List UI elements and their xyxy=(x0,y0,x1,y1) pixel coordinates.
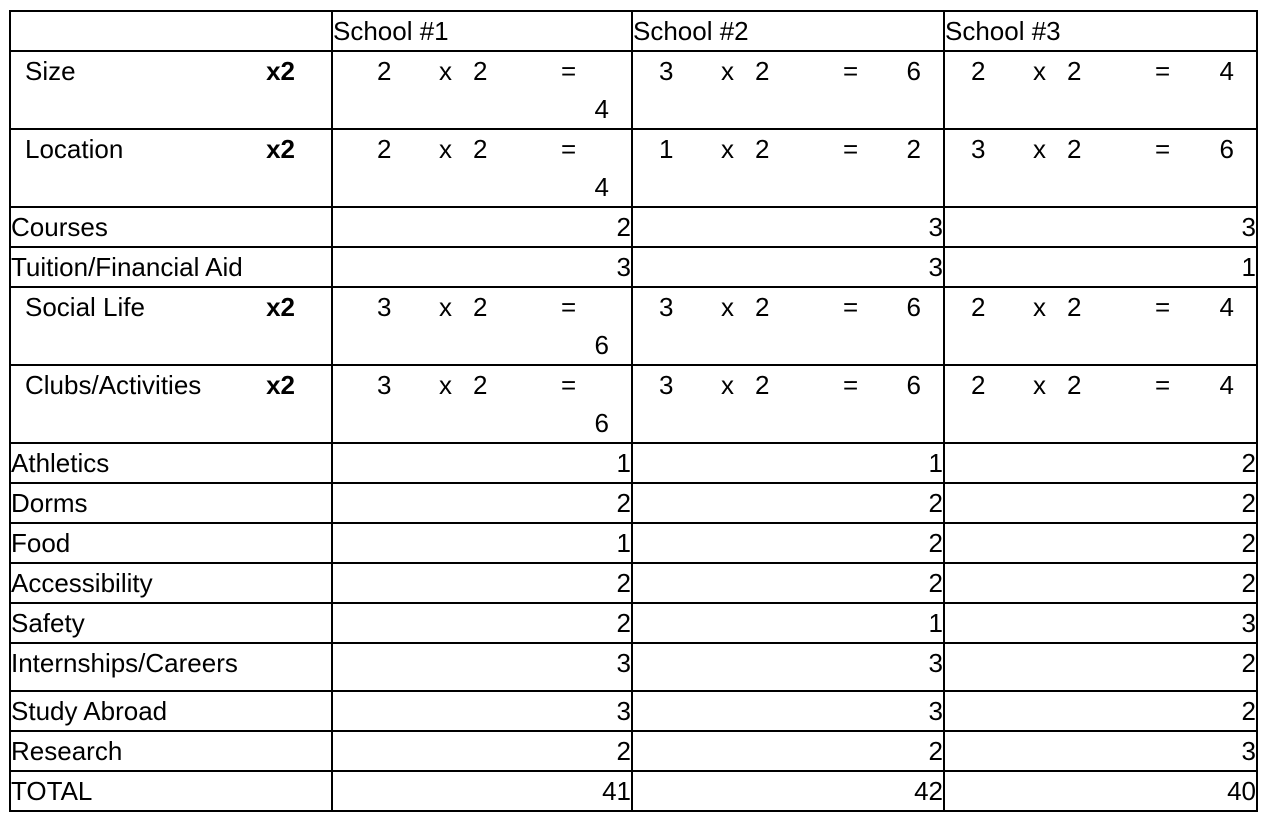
weighted-result: 6 xyxy=(594,408,609,438)
score-cell-school-2: 1 xyxy=(632,443,944,483)
weighted-result: 6 xyxy=(1219,134,1234,164)
score-cell-school-2: 1 xyxy=(632,603,944,643)
weight-value: 2 xyxy=(473,56,488,86)
equals-sign: = xyxy=(843,56,859,86)
criterion-label: Courses xyxy=(10,207,332,247)
score-cell-school-1: 2 xyxy=(332,603,632,643)
header-cell-criteria xyxy=(10,11,332,51)
score-calc xyxy=(333,288,631,364)
table-row-internships-careers xyxy=(10,643,1257,691)
times-sign: x xyxy=(439,292,452,322)
score-value: 2 xyxy=(971,292,986,322)
times-sign: x xyxy=(1033,292,1046,322)
weighted-result: 2 xyxy=(906,134,921,164)
weight-multiplier: x2 xyxy=(266,370,295,400)
criterion-cell xyxy=(10,51,332,129)
header-cell-school-1: School #1 xyxy=(332,11,632,51)
score-cell-school-1: 1 xyxy=(332,523,632,563)
weight-value: 2 xyxy=(473,292,488,322)
weight-value: 2 xyxy=(1067,134,1082,164)
weighted-result: 4 xyxy=(1219,292,1234,322)
score-calc xyxy=(633,288,943,364)
score-cell-school-3: 2 xyxy=(944,523,1257,563)
criterion-label: Athletics xyxy=(10,443,332,483)
score-calc-cell-school-3 xyxy=(944,51,1257,129)
score-value: 2 xyxy=(971,56,986,86)
times-sign: x xyxy=(1033,56,1046,86)
equals-sign: = xyxy=(843,134,859,164)
score-cell-school-1: 3 xyxy=(332,691,632,731)
table-row-social-life xyxy=(10,287,1257,365)
score-calc-cell-school-3 xyxy=(944,129,1257,207)
table-row-safety xyxy=(10,603,1257,643)
score-cell-school-1: 3 xyxy=(332,643,632,691)
score-calc xyxy=(333,130,631,206)
equals-sign: = xyxy=(1155,292,1171,322)
score-calc-cell-school-3 xyxy=(944,365,1257,443)
score-cell-school-2: 42 xyxy=(632,771,944,811)
weighted-result: 6 xyxy=(906,370,921,400)
times-sign: x xyxy=(721,134,734,164)
times-sign: x xyxy=(439,56,452,86)
score-cell-school-3: 1 xyxy=(944,247,1257,287)
score-cell-school-1: 2 xyxy=(332,483,632,523)
weight-multiplier: x2 xyxy=(266,134,295,164)
score-calc xyxy=(633,52,943,128)
table-row-clubs-activities xyxy=(10,365,1257,443)
table-row-location xyxy=(10,129,1257,207)
score-cell-school-3: 40 xyxy=(944,771,1257,811)
score-cell-school-2: 2 xyxy=(632,731,944,771)
score-value: 2 xyxy=(971,370,986,400)
table-row-food xyxy=(10,523,1257,563)
score-cell-school-2: 3 xyxy=(632,207,944,247)
criterion-label: Clubs/Activities xyxy=(25,370,202,400)
score-cell-school-3: 2 xyxy=(944,691,1257,731)
score-calc-cell-school-1 xyxy=(332,365,632,443)
table-row-total xyxy=(10,771,1257,811)
school-comparison-table xyxy=(9,10,1258,812)
score-calc-cell-school-3 xyxy=(944,287,1257,365)
equals-sign: = xyxy=(1155,56,1171,86)
criterion-cell xyxy=(10,365,332,443)
score-calc-cell-school-2 xyxy=(632,287,944,365)
criterion-label: Size xyxy=(25,56,76,86)
score-value: 3 xyxy=(971,134,986,164)
score-cell-school-2: 3 xyxy=(632,643,944,691)
criterion-label: Dorms xyxy=(10,483,332,523)
weight-value: 2 xyxy=(755,292,770,322)
score-cell-school-1: 2 xyxy=(332,207,632,247)
score-value: 1 xyxy=(659,134,674,164)
weight-multiplier: x2 xyxy=(266,56,295,86)
score-value: 3 xyxy=(659,56,674,86)
score-cell-school-3: 3 xyxy=(944,603,1257,643)
equals-sign: = xyxy=(843,370,859,400)
score-cell-school-3: 2 xyxy=(944,643,1257,691)
score-calc-cell-school-2 xyxy=(632,365,944,443)
times-sign: x xyxy=(721,56,734,86)
weight-value: 2 xyxy=(755,56,770,86)
score-cell-school-2: 3 xyxy=(632,691,944,731)
criterion-label: Food xyxy=(10,523,332,563)
score-calc-cell-school-1 xyxy=(332,287,632,365)
weight-multiplier: x2 xyxy=(266,292,295,322)
score-calc-cell-school-2 xyxy=(632,51,944,129)
table-row-athletics xyxy=(10,443,1257,483)
criterion-label: Accessibility xyxy=(10,563,332,603)
score-cell-school-1: 2 xyxy=(332,563,632,603)
header-cell-school-2: School #2 xyxy=(632,11,944,51)
table-row-size xyxy=(10,51,1257,129)
score-cell-school-1: 3 xyxy=(332,247,632,287)
criterion-label: Study Abroad xyxy=(10,691,332,731)
score-calc xyxy=(945,130,1256,206)
score-value: 3 xyxy=(659,370,674,400)
score-cell-school-3: 2 xyxy=(944,563,1257,603)
table-row-accessibility xyxy=(10,563,1257,603)
criterion-label: Tuition/Financial Aid xyxy=(10,247,332,287)
criterion-cell xyxy=(10,287,332,365)
score-calc xyxy=(333,52,631,128)
score-cell-school-2: 2 xyxy=(632,523,944,563)
score-cell-school-2: 2 xyxy=(632,483,944,523)
score-cell-school-2: 2 xyxy=(632,563,944,603)
equals-sign: = xyxy=(1155,134,1171,164)
score-calc-cell-school-1 xyxy=(332,129,632,207)
times-sign: x xyxy=(721,370,734,400)
score-calc-cell-school-2 xyxy=(632,129,944,207)
weighted-result: 6 xyxy=(906,292,921,322)
equals-sign: = xyxy=(561,56,577,86)
score-cell-school-1: 41 xyxy=(332,771,632,811)
criterion-label: Safety xyxy=(10,603,332,643)
weight-value: 2 xyxy=(473,370,488,400)
score-calc-cell-school-1 xyxy=(332,51,632,129)
score-cell-school-1: 2 xyxy=(332,731,632,771)
table-row-research xyxy=(10,731,1257,771)
equals-sign: = xyxy=(561,134,577,164)
weighted-result: 4 xyxy=(594,172,609,202)
score-cell-school-1: 1 xyxy=(332,443,632,483)
times-sign: x xyxy=(439,370,452,400)
score-value: 3 xyxy=(377,292,392,322)
score-cell-school-3: 3 xyxy=(944,207,1257,247)
times-sign: x xyxy=(1033,370,1046,400)
score-cell-school-3: 2 xyxy=(944,443,1257,483)
table-row-courses xyxy=(10,207,1257,247)
table-row-dorms xyxy=(10,483,1257,523)
score-value: 2 xyxy=(377,134,392,164)
score-value: 3 xyxy=(659,292,674,322)
header-row xyxy=(10,11,1257,51)
weighted-result: 4 xyxy=(1219,56,1234,86)
criterion-label: Location xyxy=(25,134,124,164)
score-cell-school-3: 2 xyxy=(944,483,1257,523)
score-cell-school-2: 3 xyxy=(632,247,944,287)
weight-value: 2 xyxy=(755,370,770,400)
score-calc xyxy=(945,366,1256,442)
score-cell-school-3: 3 xyxy=(944,731,1257,771)
equals-sign: = xyxy=(561,292,577,322)
equals-sign: = xyxy=(1155,370,1171,400)
criterion-label: Internships/Careers xyxy=(10,643,332,691)
score-value: 3 xyxy=(377,370,392,400)
score-calc xyxy=(945,52,1256,128)
weight-value: 2 xyxy=(1067,370,1082,400)
weight-value: 2 xyxy=(473,134,488,164)
weighted-result: 4 xyxy=(594,94,609,124)
score-calc xyxy=(945,288,1256,364)
weight-value: 2 xyxy=(1067,56,1082,86)
header-cell-school-3: School #3 xyxy=(944,11,1257,51)
criterion-label: Research xyxy=(10,731,332,771)
weighted-result: 4 xyxy=(1219,370,1234,400)
times-sign: x xyxy=(721,292,734,322)
score-calc xyxy=(333,366,631,442)
score-calc xyxy=(633,130,943,206)
times-sign: x xyxy=(1033,134,1046,164)
weight-value: 2 xyxy=(1067,292,1082,322)
weighted-result: 6 xyxy=(906,56,921,86)
equals-sign: = xyxy=(843,292,859,322)
score-calc xyxy=(633,366,943,442)
criterion-label: TOTAL xyxy=(10,771,332,811)
table-row-study-abroad xyxy=(10,691,1257,731)
score-value: 2 xyxy=(377,56,392,86)
equals-sign: = xyxy=(561,370,577,400)
criterion-cell xyxy=(10,129,332,207)
table-row-tuition-financial-aid xyxy=(10,247,1257,287)
weighted-result: 6 xyxy=(594,330,609,360)
weight-value: 2 xyxy=(755,134,770,164)
times-sign: x xyxy=(439,134,452,164)
criterion-label: Social Life xyxy=(25,292,145,322)
